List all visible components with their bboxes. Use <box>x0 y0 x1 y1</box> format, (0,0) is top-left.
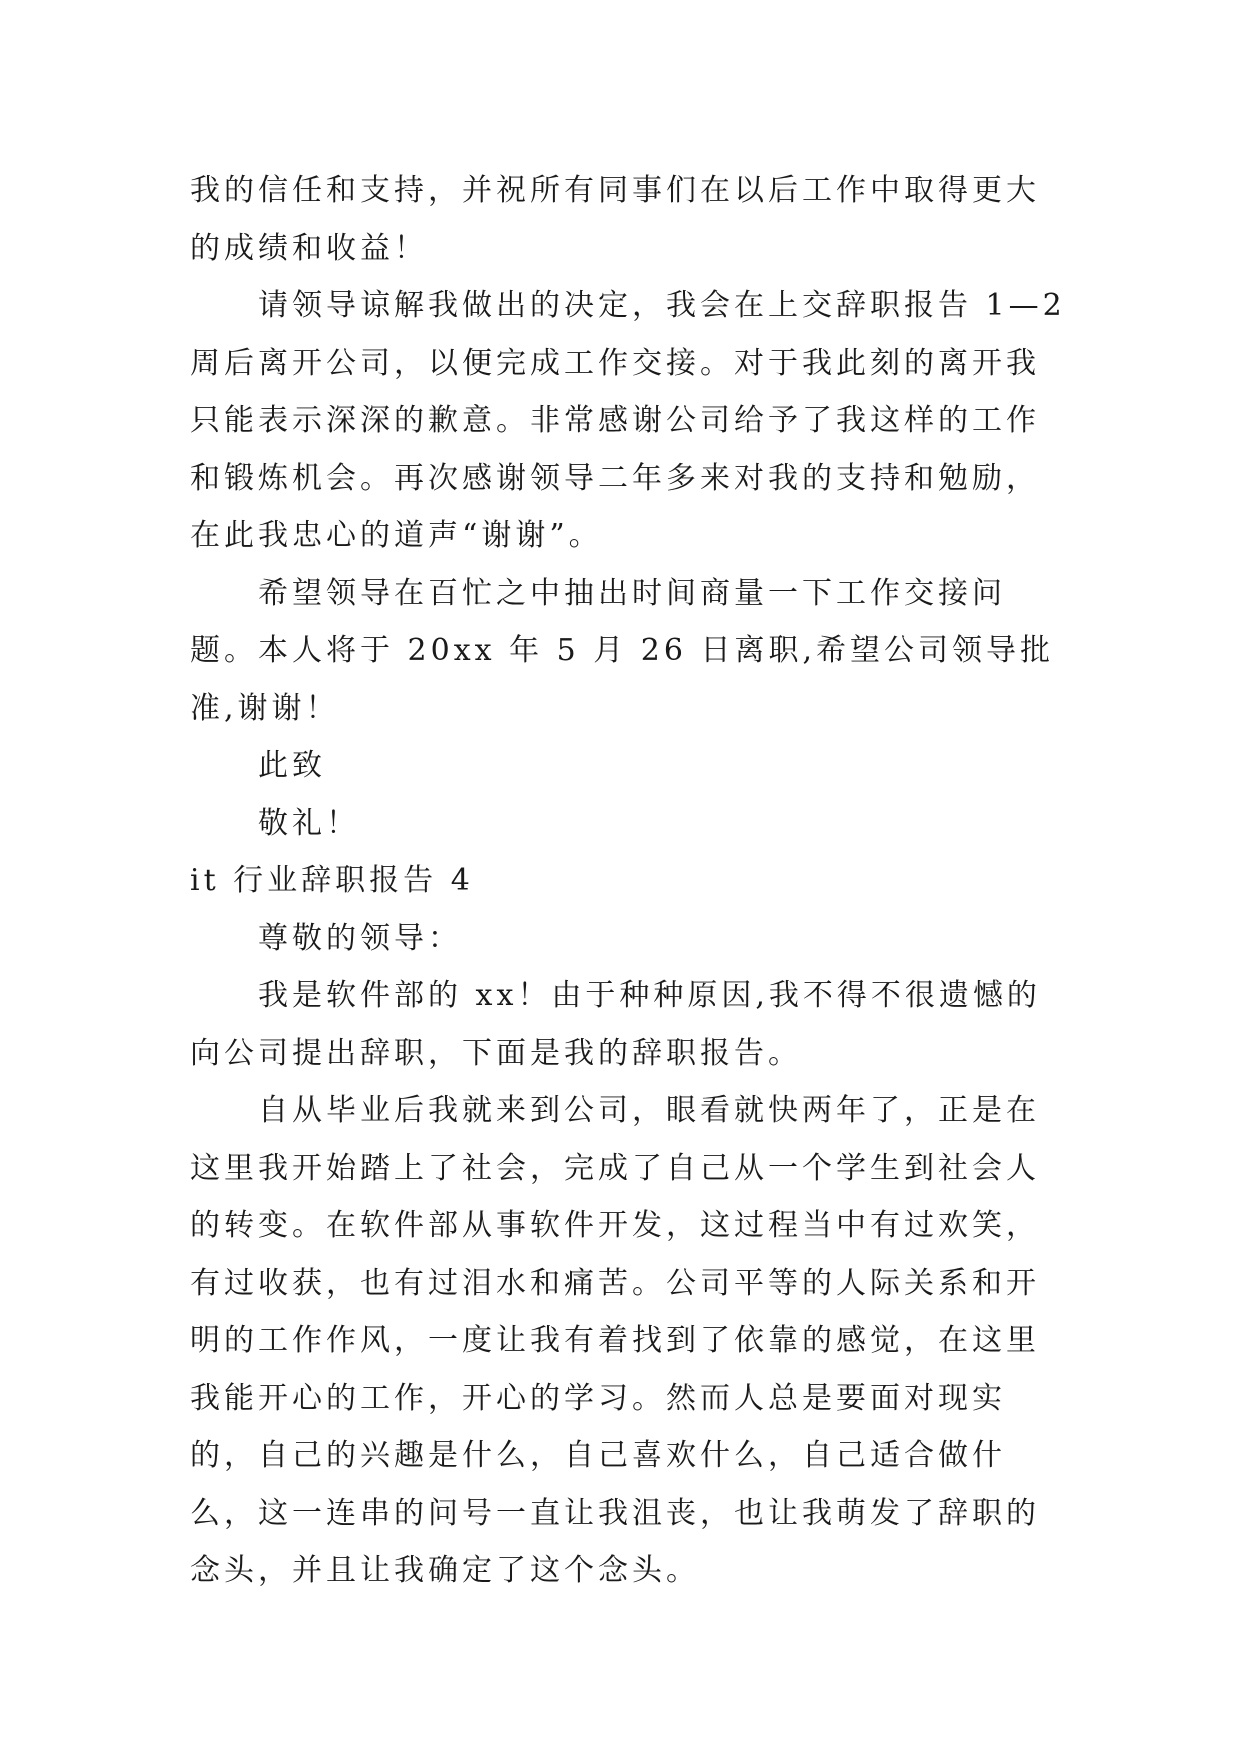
closing-regards: 敬礼！ <box>258 805 360 841</box>
paragraph-departure-notice: 请领导谅解我做出的决定，我会在上交辞职报告 1—2 周后离开公司，以便完成工作交接。对于我此刻的离开我只能表示深深的歉意。非常感谢公司给予了我这样的工作和锻炼机会。再次感谢领导二年多来对我的支持和勉励，在此我忠心的道声“谢谢”。 <box>190 288 1066 553</box>
section-heading: it 行业辞职报告 4 <box>190 863 474 898</box>
paragraph-handover-request: 希望领导在百忙之中抽出时间商量一下工作交接问题。本人将于 20xx 年 5 月 26 日离职,希望公司领导批准,谢谢！ <box>190 575 1055 726</box>
document-body <box>190 162 1070 1600</box>
letter-greeting: 尊敬的领导： <box>258 920 462 956</box>
paragraph-continuation: 我的信任和支持，并祝所有同事们在以后工作中取得更大的成绩和收益！ <box>190 173 1040 266</box>
closing-salutation: 此致 <box>258 748 326 783</box>
paragraph-experience: 自从毕业后我就来到公司，眼看就快两年了，正是在这里我开始踏上了社会，完成了自己从一个学生到社会人的转变。在软件部从事软件开发，这过程当中有过欢笑，有过收获，也有过泪水和痛苦。公司平等的人际关系和开明的工作作风，一度让我有着找到了依靠的感觉，在这里我能开心的工作，开心的学习。然而人总是要面对现实的，自己的兴趣是什么，自己喜欢什么，自己适合做什么，这一连串的问号一直让我沮丧，也让我萌发了辞职的念头，并且让我确定了这个念头。 <box>190 1093 1040 1588</box>
paragraph-introduction: 我是软件部的 xx！由于种种原因,我不得不很遗憾的向公司提出辞职，下面是我的辞职报告。 <box>190 978 1041 1071</box>
